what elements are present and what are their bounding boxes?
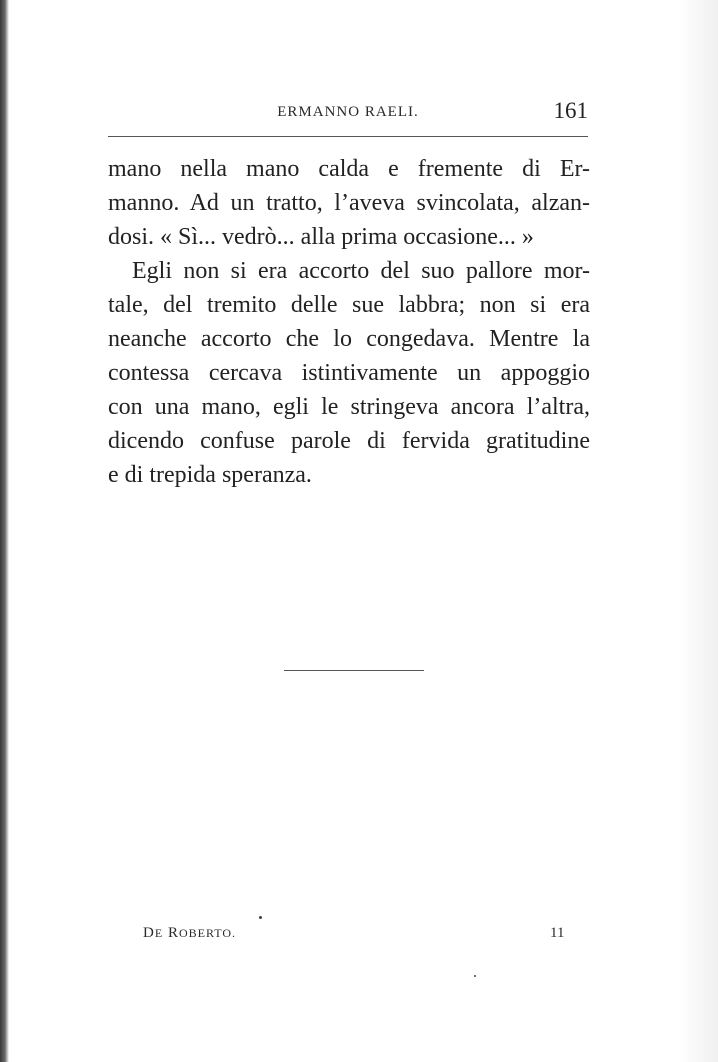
- text-line: contessa cercava istintivamente un appoggio: [108, 360, 590, 386]
- text-line: dicendo confuse parole di fervida gratitudine: [108, 428, 590, 454]
- page-edge-shade: [678, 0, 718, 1062]
- text-line: con una mano, egli le stringeva ancora l’altra,: [108, 394, 590, 420]
- signature-smallcaps: E: [154, 926, 164, 940]
- binding-edge: [0, 0, 9, 1062]
- signature-smallcaps: OBERTO.: [178, 926, 237, 940]
- page-number: 161: [553, 98, 588, 123]
- text-line: tale, del tremito delle sue labbra; non si era: [108, 292, 590, 318]
- text-line: manno. Ad un tratto, l’aveva svincolata, alzan-: [108, 190, 590, 216]
- text-line: neanche accorto che lo congedava. Mentre la: [108, 326, 590, 352]
- signature-initial: R: [167, 925, 179, 941]
- running-title: ERMANNO RAELI.: [277, 104, 419, 120]
- print-speck: [259, 916, 262, 919]
- running-head: [108, 98, 588, 132]
- text-line: e di trepida speranza.: [108, 462, 312, 488]
- section-end-rule: [284, 670, 424, 671]
- text-line: mano nella mano calda e fremente di Er-: [108, 156, 590, 182]
- sheet-number: 11: [550, 925, 565, 941]
- print-speck: [474, 975, 476, 977]
- header-rule: [108, 136, 588, 137]
- text-line: dosi. « Sì... vedrò... alla prima occasione... »: [108, 224, 534, 250]
- text-line: Egli non si era accorto del suo pallore mor-: [132, 258, 590, 284]
- printer-signature: [143, 925, 236, 942]
- body-text: [108, 152, 590, 492]
- signature-initial: D: [143, 925, 155, 941]
